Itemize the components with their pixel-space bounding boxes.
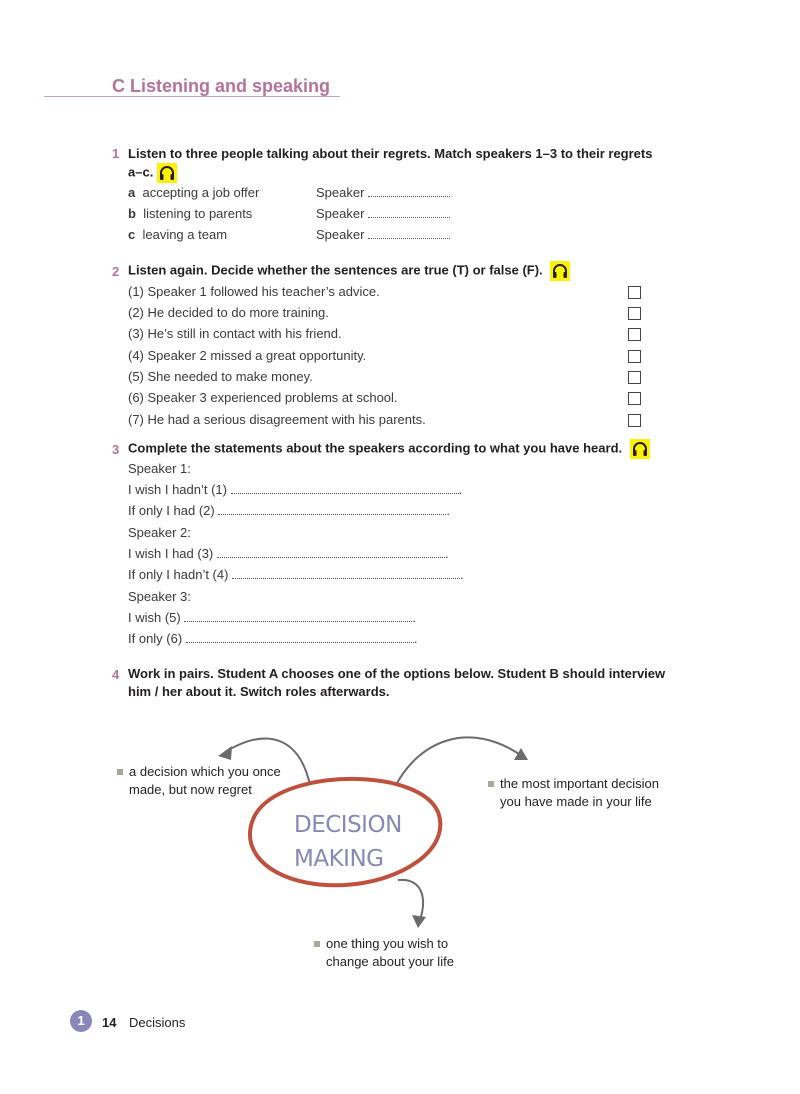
completion-line-2: If only I had (2) . (128, 503, 450, 518)
speaker-label: Speaker (316, 227, 365, 242)
mindmap-center-line2: MAKING (294, 846, 384, 872)
bullet-square-icon (488, 781, 494, 787)
page-number: 14 (102, 1015, 117, 1030)
option-text: the most important decision (500, 776, 659, 791)
q1-item-letter: c (128, 227, 136, 242)
completion-prompt: If only (6) (128, 631, 183, 646)
completion-line-1: I wish I hadn’t (1) . (128, 482, 463, 497)
completion-prompt: I wish (5) (128, 610, 181, 625)
tf-statement-3: (3) He’s still in contact with his friend. (128, 326, 342, 341)
question-1-instruction-line2: a–c. (128, 164, 154, 180)
question-2-number: 2 (112, 264, 120, 279)
q1-item-letter: a (128, 185, 136, 200)
unit-title: Decisions (129, 1015, 186, 1030)
question-4-instruction-line2: him / her about it. Switch roles afterwards. (128, 684, 390, 699)
question-4-instruction-line1: Work in pairs. Student A chooses one of the options below. Student B should interview (128, 666, 666, 681)
question-2-instruction-text: Listen again. Decide whether the sentences are true (T) or false (F). (128, 262, 543, 278)
q1-item-letter: b (128, 206, 136, 221)
q1-item-text: accepting a job offer (142, 185, 260, 200)
option-text: made, but now regret (129, 782, 252, 797)
bullet-square-icon (117, 769, 123, 775)
tf-statement-1: (1) Speaker 1 followed his teacher’s advice. (128, 284, 380, 299)
speaker-1-heading: Speaker 1: (128, 461, 191, 476)
option-text: you have made in your life (500, 794, 652, 809)
completion-prompt: If only I hadn’t (4) (128, 567, 229, 582)
question-1-instruction-line1: Listen to three people talking about their regrets. Match speakers 1–3 to their regrets (128, 146, 653, 161)
question-4-number: 4 (112, 667, 120, 682)
option-text: one thing you wish to (326, 936, 449, 951)
unit-badge: 1 (70, 1010, 92, 1032)
arrow-icon (412, 915, 426, 928)
arrow-icon (514, 748, 528, 760)
tf-statement-6: (6) Speaker 3 experienced problems at school. (128, 390, 398, 405)
tf-statement-4: (4) Speaker 2 missed a great opportunity. (128, 348, 367, 363)
question-3-number: 3 (112, 442, 120, 457)
arrow-icon (398, 880, 423, 920)
tf-statement-5: (5) She needed to make money. (128, 369, 313, 384)
tf-statement-7: (7) He had a serious disagreement with his parents. (128, 412, 426, 427)
option-text: change about your life (326, 954, 454, 969)
arrow-icon (218, 746, 232, 760)
speaker-2-heading: Speaker 2: (128, 525, 191, 540)
speaker-label: Speaker (316, 206, 365, 221)
completion-line-5: I wish (5) . (128, 610, 416, 625)
q1-item-text: listening to parents (143, 206, 253, 221)
completion-prompt: I wish I had (3) (128, 546, 214, 561)
mindmap-center-line1: DECISION (294, 812, 402, 838)
mindmap-option-right (488, 775, 659, 811)
bullet-square-icon (314, 941, 320, 947)
tf-statement-2: (2) He decided to do more training. (128, 305, 329, 320)
speaker-3-heading: Speaker 3: (128, 589, 191, 604)
completion-line-4: If only I hadn’t (4) . (128, 567, 464, 582)
completion-prompt: I wish I hadn’t (1) (128, 482, 227, 497)
question-3-instruction-text: Complete the statements about the speakers according to what you have heard. (128, 440, 623, 456)
section-title: C Listening and speaking (112, 76, 331, 96)
speaker-label: Speaker (316, 185, 365, 200)
mindmap-center (294, 808, 402, 876)
mindmap-option-bottom (314, 935, 454, 971)
completion-prompt: If only I had (2) (128, 503, 215, 518)
mindmap-option-left (117, 763, 281, 799)
option-text: a decision which you once (129, 764, 281, 779)
q1-item-text: leaving a team (142, 227, 228, 242)
question-1-number: 1 (112, 146, 120, 161)
completion-line-3: I wish I had (3) . (128, 546, 449, 561)
completion-line-6: If only (6) . (128, 631, 418, 646)
